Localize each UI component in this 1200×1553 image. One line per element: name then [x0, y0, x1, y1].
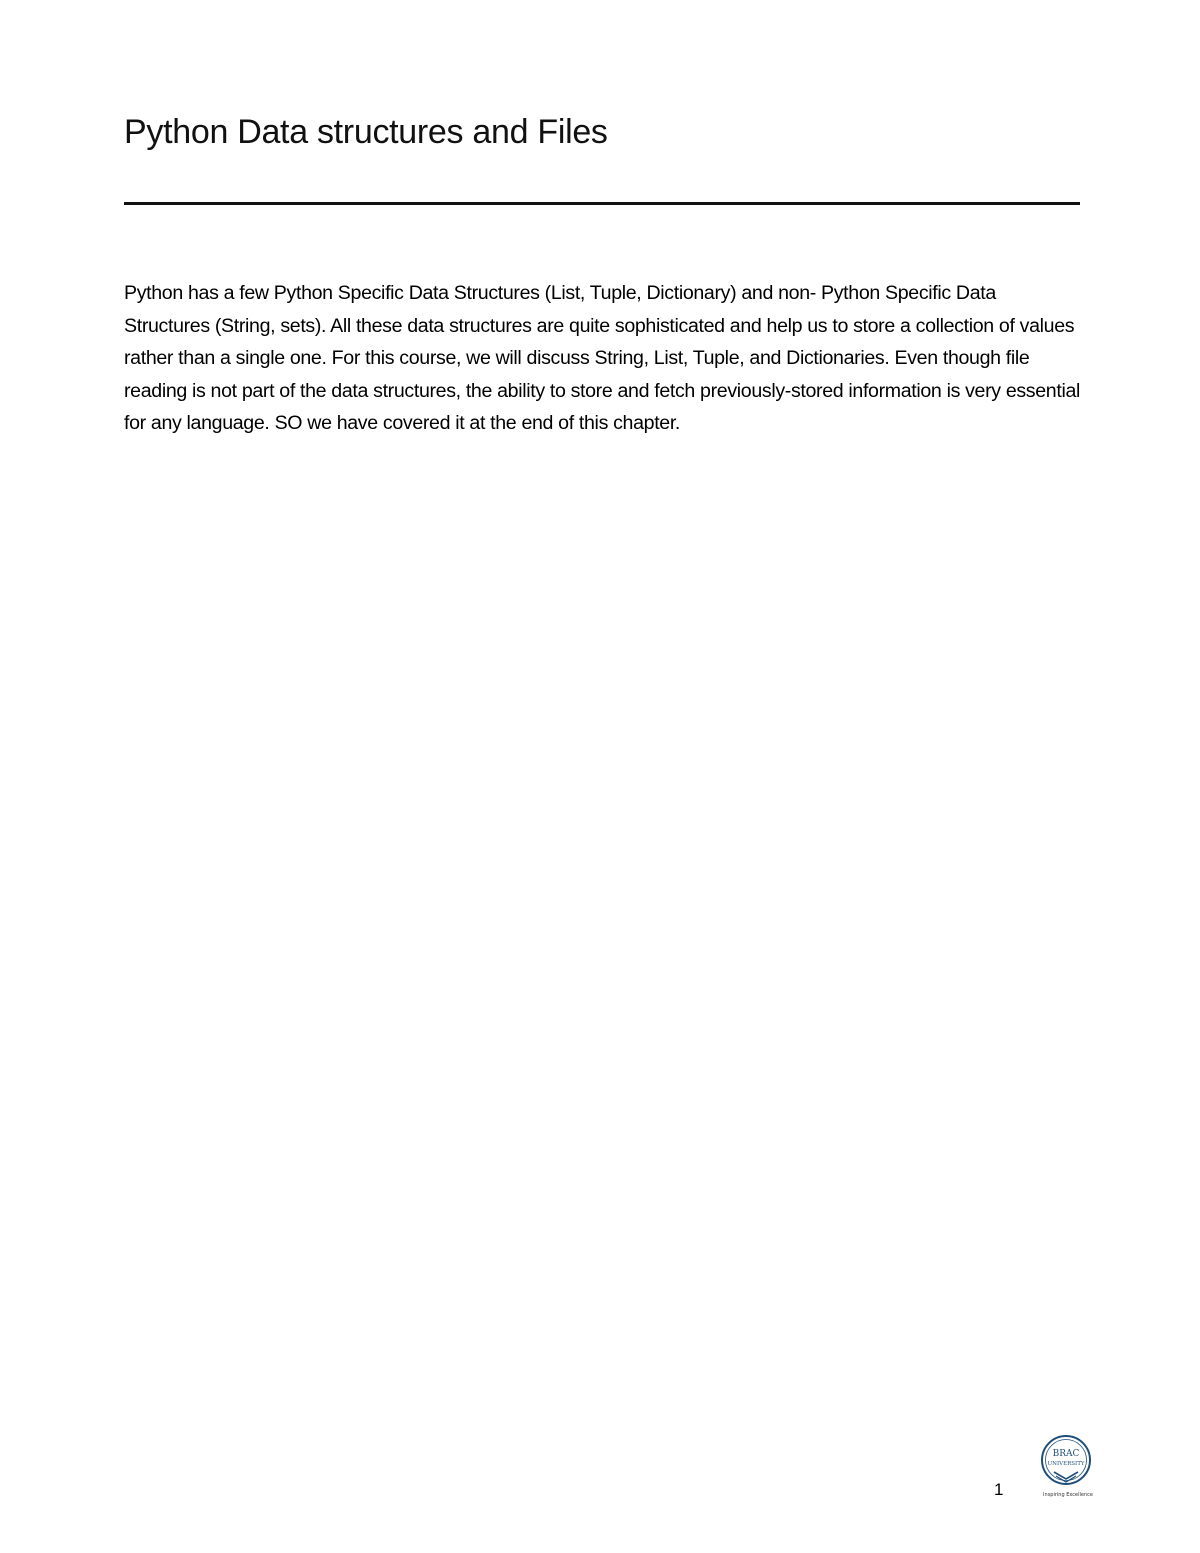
page-title: Python Data structures and Files [124, 113, 608, 151]
page-number: 1 [994, 1480, 1004, 1499]
title-divider [124, 202, 1080, 205]
logo-text-top: BRAC [1052, 1449, 1080, 1459]
university-logo-icon [1032, 1434, 1104, 1500]
body-paragraph: Python has a few Python Specific Data Structures (List, Tuple, Dictionary) and non- Python Specific Data Structures (String, sets). All these data structures are quite sophisticated and help us to store a collection of values rather than a single one. For this course, we will discuss String, List, Tuple, and Dictionaries. Even though file reading is not part of the data structures, the ability to store and fetch previously-stored information is very essential for any language. SO we have covered it at the end of this chapter. [124, 282, 1080, 435]
logo-text-bottom: UNIVERSITY [1047, 1461, 1085, 1467]
logo-tagline: Inspiring Excellence [1043, 1492, 1093, 1498]
